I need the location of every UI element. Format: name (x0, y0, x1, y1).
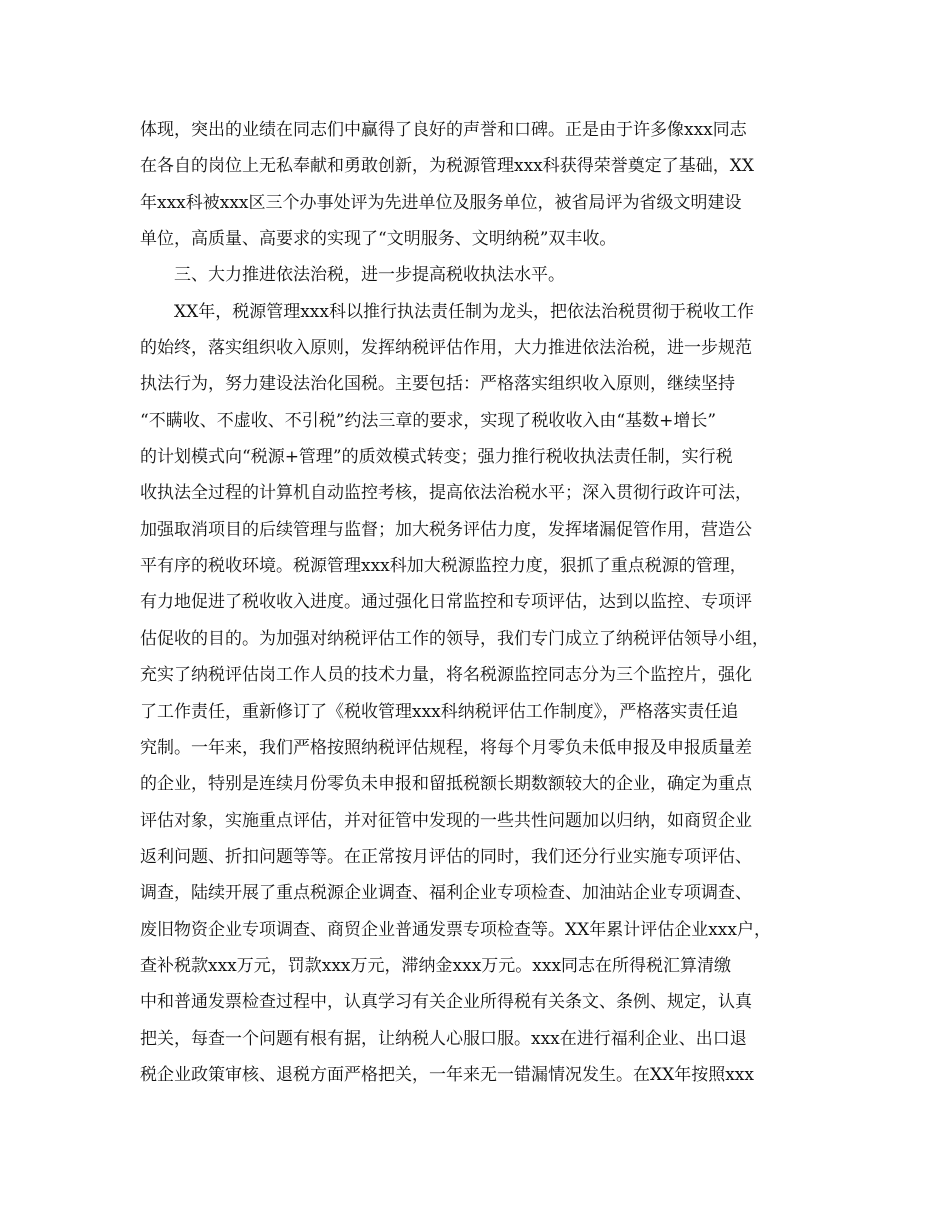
text-line: 收执法全过程的计算机自动监控考核，提高依法治税水平；深入贯彻行政许可法， (140, 483, 752, 504)
text-line: 年xxx科被xxx区三个办事处评为先进单位及服务单位，被省局评为省级文明建设 (140, 192, 742, 213)
text-line: XX年，税源管理xxx科以推行执法责任制为龙头，把依法治税贯彻于税收工作 (174, 301, 754, 322)
text-line: 究制。一年来，我们严格按照纳税评估规程，将每个月零负未低申报及申报质量差 (140, 737, 752, 758)
text-line: 把关，每查一个问题有根有据，让纳税人心服口服。xxx在进行福利企业、出口退 (140, 1028, 747, 1049)
section-heading: 三、大力推进依法治税，进一步提高税收执法水平。 (174, 265, 565, 286)
text-line: 在各自的岗位上无私奉献和勇敢创新，为税源管理xxx科获得荣誉奠定了基础，XX (140, 156, 754, 177)
text-line: 调查，陆续开展了重点税源企业调查、福利企业专项检查、加油站企业专项调查、 (140, 883, 752, 904)
text-line: “不瞒收、不虚收、不引税”约法三章的要求，实现了税收收入由“基数+增长” (140, 410, 717, 431)
text-line: 税企业政策审核、退税方面严格把关，一年来无一错漏情况发生。在XX年按照xxx (140, 1064, 754, 1085)
text-line: 有力地促进了税收收入进度。通过强化日常监控和专项评估，达到以监控、专项评 (140, 592, 752, 613)
text-line: 执法行为，努力建设法治化国税。主要包括：严格落实组织收入原则，继续坚持 (140, 374, 735, 395)
text-line: 单位，高质量、高要求的实现了“文明服务、文明纳税”双丰收。 (140, 229, 617, 250)
text-line: 返利问题、折扣问题等等。在正常按月评估的同时，我们还分行业实施专项评估、 (140, 846, 752, 867)
text-line: 的企业，特别是连续月份零负未申报和留抵税额长期数额较大的企业，确定为重点 (140, 774, 752, 795)
text-line: 废旧物资企业专项调查、商贸企业普通发票专项检查等。XX年累计评估企业xxx户， (140, 919, 771, 940)
text-line: 了工作责任，重新修订了《税收管理xxx科纳税评估工作制度》，严格落实责任追 (140, 701, 739, 722)
text-line: 的始终，落实组织收入原则，发挥纳税评估作用，大力推进依法治税，进一步规范 (140, 338, 752, 359)
text-line: 充实了纳税评估岗工作人员的技术力量，将名税源监控同志分为三个监控片，强化 (140, 665, 752, 686)
text-line: 平有序的税收环境。税源管理xxx科加大税源监控力度，狠抓了重点税源的管理， (140, 556, 747, 577)
body-text (140, 112, 830, 1093)
text-line: 中和普通发票检查过程中，认真学习有关企业所得税有关条文、条例、规定，认真 (140, 992, 752, 1013)
text-line: 评估对象，实施重点评估，并对征管中发现的一些共性问题加以归纳，如商贸企业 (140, 810, 752, 831)
text-line: 查补税款xxx万元，罚款xxx万元，滞纳金xxx万元。xxx同志在所得税汇算清缴 (140, 955, 732, 976)
text-line: 加强取消项目的后续管理与监督；加大税务评估力度，发挥堵漏促管作用，营造公 (140, 519, 752, 540)
text-line: 的计划模式向“税源+管理”的质效模式转变；强力推行税收执法责任制，实行税 (140, 447, 733, 468)
text-line: 体现，突出的业绩在同志们中赢得了良好的声誉和口碑。正是由于许多像xxx同志 (140, 120, 747, 140)
text-line: 估促收的目的。为加强对纳税评估工作的领导，我们专门成立了纳税评估领导小组， (140, 628, 769, 649)
